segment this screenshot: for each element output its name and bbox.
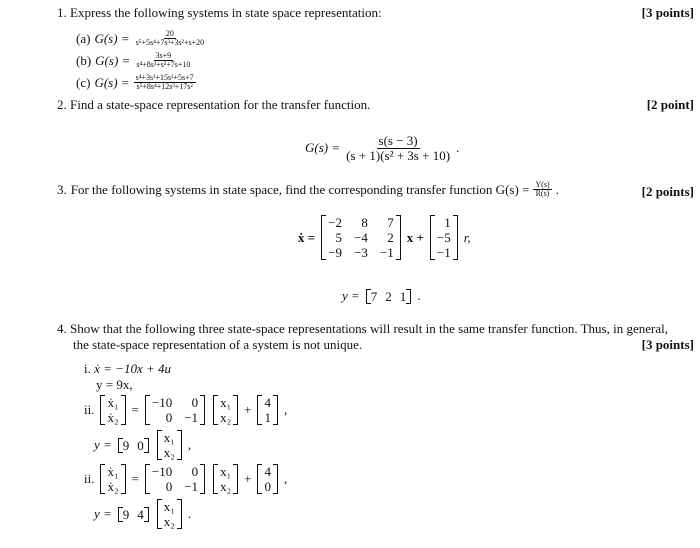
matrix-cell: ẋ₂ [107,410,119,425]
matrix-row [214,410,237,425]
matrix-cell: −1 [436,245,451,260]
q4-item-ii-a [84,395,287,425]
part-lhs: G(s) = [95,52,131,68]
part-label: (c) [76,74,91,90]
period: . [555,181,559,197]
matrix-B [258,395,277,425]
matrix-cell: ẋ₁ [107,395,119,410]
matrix-cell: −2 [328,215,343,230]
matrix-x [158,430,181,460]
matrix-row [258,479,277,494]
matrix-row [258,410,277,425]
matrix-cell: x₁ [220,395,232,410]
fraction [134,74,196,92]
matrix-cell: 4 [264,464,271,479]
matrix-row [146,410,204,425]
matrix-cell: 2 [387,230,394,245]
denominator: s⁴+8s³+s²+7s+10 [136,60,191,70]
q2-heading [57,97,370,113]
matrix-x [214,464,237,494]
item-label: i. [84,361,91,376]
matrix-cell: −9 [328,245,343,260]
matrix-B [258,464,277,494]
q3-number: 3. [57,181,67,197]
y-lhs: y = [342,288,360,303]
matrix-cell: 4 [264,395,271,410]
fraction [344,134,452,162]
comma: , [187,437,192,452]
matrix-row [258,395,277,410]
q3-output-equation [342,288,421,304]
period: . [417,288,421,303]
q4-number: 4. [57,321,67,336]
matrix-C [367,289,411,304]
matrix-cell: 1 [399,288,407,304]
xdot-lhs: ẋ = [298,229,316,245]
matrix-cell: 0 [165,479,173,494]
q2-number: 2. [57,97,67,112]
part-lhs: G(s) = [94,30,130,46]
matrix-row [101,395,124,410]
numerator: 3s+9 [155,51,172,60]
matrix-row [158,445,181,460]
denominator: (s + 1)(s² + 3s + 10) [346,147,451,163]
matrix-row [146,464,204,479]
matrix-row [214,395,237,410]
matrix-row [214,464,237,479]
q1-part-b [76,52,192,70]
period: . [456,140,460,156]
matrix-cell: 1 [444,215,451,230]
denominator: s⁵+5s⁴+7s³+3s²+s+20 [135,38,205,48]
matrix-B [431,215,457,260]
matrix-cell: 0 [165,410,173,425]
q1-number: 1. [57,5,67,20]
q4-item-i [84,361,171,377]
numerator: s(s − 3) [378,133,418,148]
fraction [533,181,551,199]
matrix-cell: x₂ [163,514,175,529]
q2-points: [2 point] [646,97,694,112]
comma: , [283,471,288,486]
matrix-cell: 0 [191,464,199,479]
state-eq: ẋ = −10x + 4u [94,361,171,376]
q4-item-ii-a-output [94,430,191,460]
matrix-row [146,479,204,494]
q3-text: For the following systems in state space, find the corresponding transfer function G(s) = [70,181,530,197]
matrix-cell: −1 [184,410,199,425]
matrix-A [322,215,400,260]
q1-part-c [76,74,196,92]
input-r: r, [463,229,471,245]
item-label: ii. [84,402,95,417]
matrix-row [322,245,400,260]
matrix-cell: 9 [122,506,130,522]
equation-lhs: G(s) = [305,140,341,156]
q4-item-ii-b [84,464,287,494]
part-label: (a) [76,30,91,46]
matrix-row [101,464,124,479]
q3-points: [2 points] [641,184,694,199]
denominator: s⁵+8s⁴+12s³+17s² [136,82,193,92]
matrix-cell: 1 [264,410,271,425]
matrix-cell: x₂ [220,410,232,425]
matrix-cell: 9 [122,437,130,453]
matrix-cell: −10 [151,464,173,479]
matrix-row [258,464,277,479]
matrix-row [119,507,148,522]
matrix-row [146,395,204,410]
matrix-x [214,395,237,425]
q2-equation [305,134,459,162]
matrix-row [158,514,181,529]
q1-part-a [76,30,206,48]
matrix-cell: −5 [436,230,451,245]
matrix-row [119,438,148,453]
q3-state-equation [298,215,471,260]
numerator: s⁴+3s³+15s²+5s+7 [135,73,194,82]
matrix-C [119,507,148,522]
matrix-cell: 8 [361,215,368,230]
plus: + [244,402,252,417]
matrix-row [431,245,457,260]
q3-heading [57,181,559,199]
matrix-cell: 7 [370,288,378,304]
matrix-C [119,438,148,453]
matrix-cell: x₂ [163,445,175,460]
matrix-cell: ẋ₂ [107,479,119,494]
matrix-row [158,499,181,514]
matrix-cell: x₁ [220,464,232,479]
matrix-cell: 4 [137,506,144,522]
matrix-row [431,215,457,230]
matrix-row [214,479,237,494]
matrix-cell: 2 [385,288,392,304]
q4-line2: the state-space representation of a system is not unique. [73,337,363,352]
fraction [134,30,207,48]
matrix-cell: 0 [264,479,271,494]
part-lhs: G(s) = [94,74,130,90]
comma: , [283,402,288,417]
matrix-cell: −3 [354,245,368,260]
denominator: R(s) [535,189,550,199]
y-lhs: y = [94,506,112,521]
matrix-cell: x₁ [163,430,175,445]
matrix-cell: −4 [354,230,368,245]
q2-text: Find a state-space representation for the transfer function. [70,97,371,112]
matrix-row [322,215,400,230]
matrix-cell: ẋ₁ [107,464,119,479]
q4-points: [3 points] [641,337,694,352]
matrix-cell: 7 [387,215,394,230]
part-label: (b) [76,52,92,68]
numerator: 20 [165,29,174,38]
q4-line1 [57,321,668,337]
matrix-A [146,395,204,425]
period: . [187,506,192,521]
equals: = [131,402,139,417]
matrix-xdot [101,464,124,494]
numerator: Y(s) [535,180,550,189]
q4-text: Show that the following three state-space representations will result in the same transfer function. Thus, in general, [70,321,668,336]
matrix-row [431,230,457,245]
q1-points: [3 points] [641,5,694,20]
matrix-xdot [101,395,124,425]
q1-text: Express the following systems in state space representation: [70,5,382,20]
matrix-cell: x₁ [163,499,175,514]
matrix-row [101,410,124,425]
matrix-row [322,230,400,245]
q4-item-i-output: y = 9x, [96,377,133,392]
matrix-row [101,479,124,494]
equals: = [131,471,139,486]
fraction [134,52,192,70]
item-label: ii. [84,471,95,486]
y-lhs: y = [94,437,112,452]
matrix-A [146,464,204,494]
plus: + [244,471,252,486]
matrix-row [158,430,181,445]
matrix-cell: −1 [379,245,394,260]
matrix-cell: 0 [191,395,199,410]
matrix-cell: x₂ [220,479,232,494]
q4-item-ii-b-output [94,499,191,529]
matrix-cell: 0 [137,437,144,453]
matrix-row [367,289,411,304]
matrix-cell: −1 [184,479,199,494]
x-plus: x + [406,229,424,245]
matrix-cell: −10 [151,395,173,410]
matrix-cell: 5 [335,230,343,245]
matrix-x [158,499,181,529]
q1-heading [57,5,382,21]
